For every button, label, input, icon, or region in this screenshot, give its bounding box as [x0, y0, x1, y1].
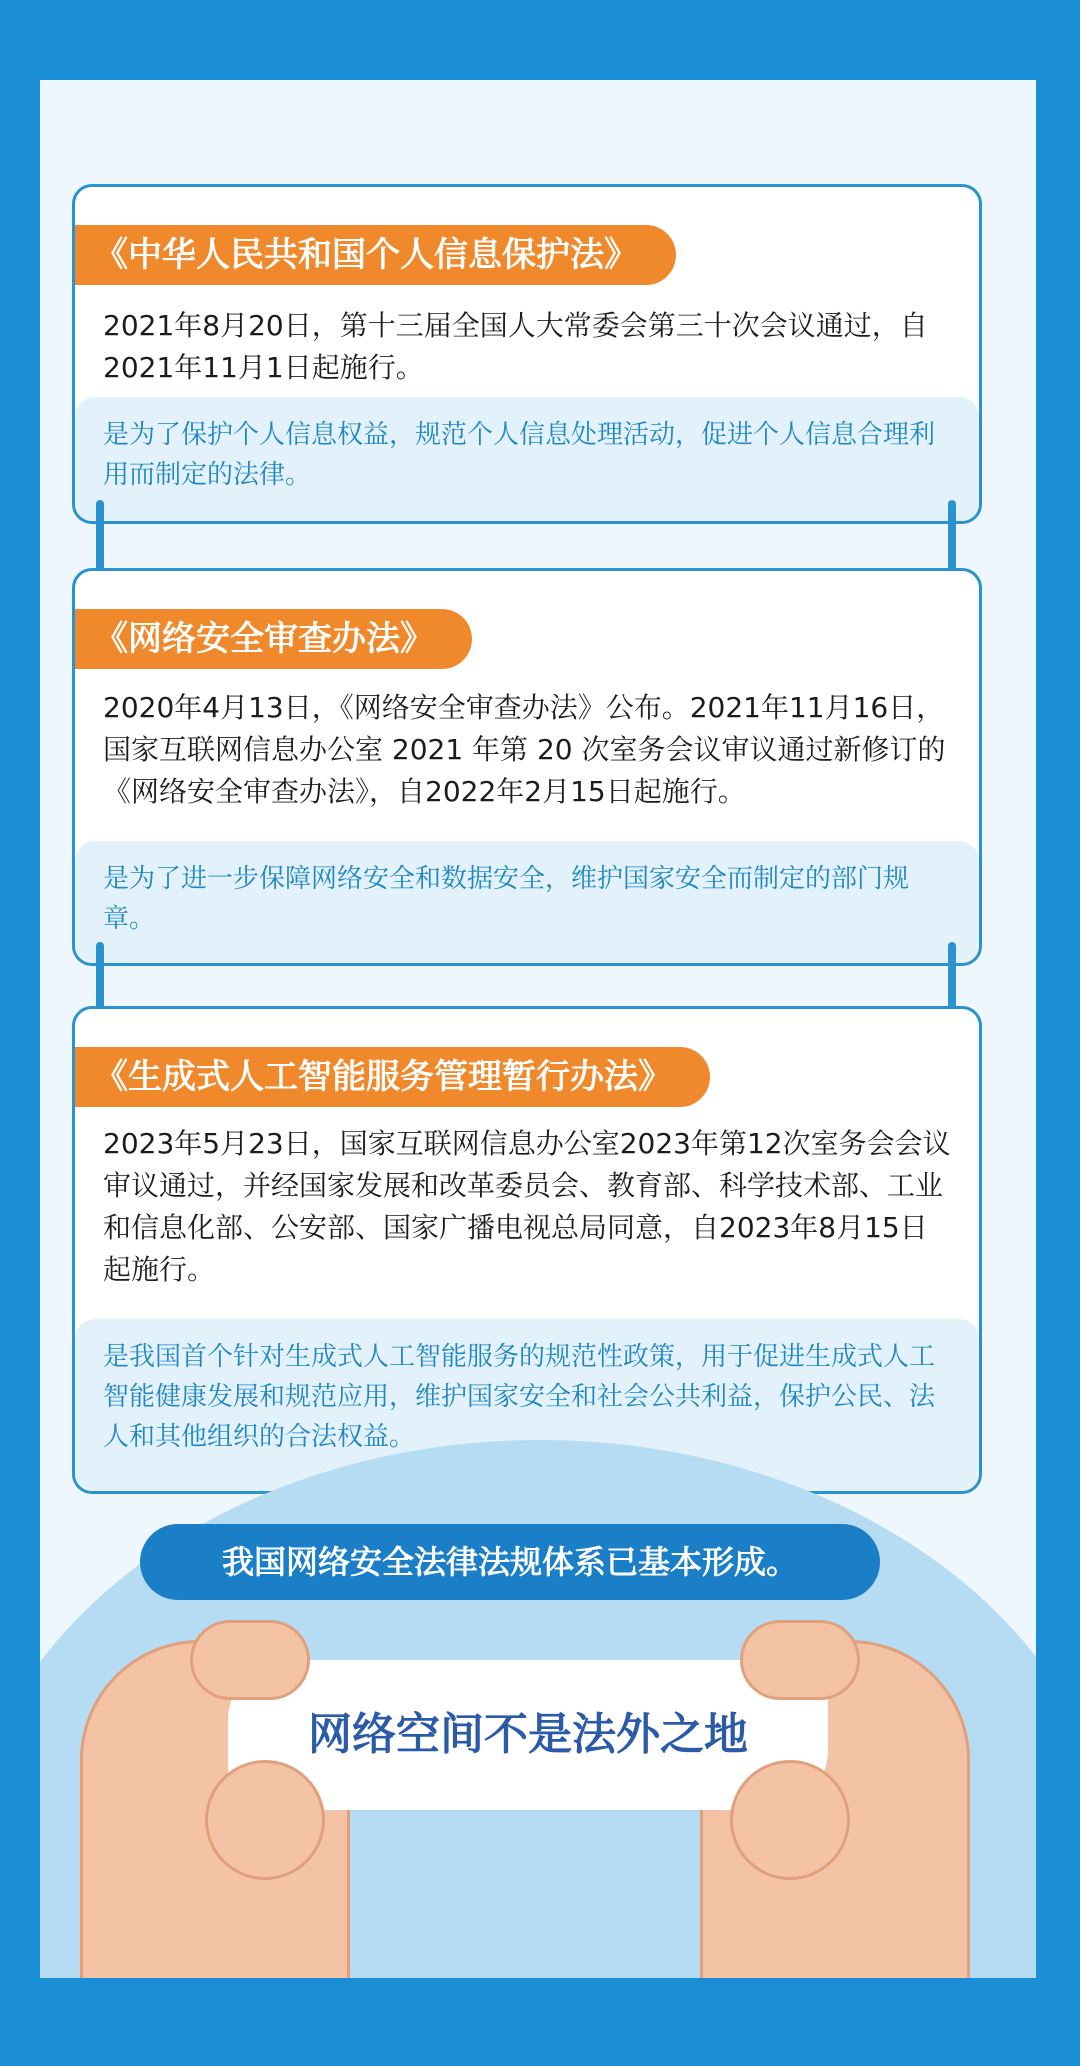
law-note: 是我国首个针对生成式人工智能服务的规范性政策，用于促进生成式人工智能健康发展和规范应用，维护国家安全和社会公共利益，保护公民、法人和其他组织的合法权益。 — [103, 1342, 936, 1452]
law-note: 是为了保护个人信息权益，规范个人信息处理活动，促进个人信息合理利用而制定的法律。 — [103, 420, 936, 490]
left-finger — [205, 1760, 325, 1880]
law-description: 2021年8月20日，第十三届全国人大常委会第三十次会议通过，自2021年11月1日起施行。 — [103, 309, 928, 384]
law-card-network-security-review — [72, 568, 982, 966]
right-finger — [730, 1760, 850, 1880]
law-card-personal-info — [72, 184, 982, 524]
law-note: 是为了进一步保障网络安全和数据安全，维护国家安全而制定的部门规章。 — [103, 864, 910, 934]
law-title: 《中华人民共和国个人信息保护法》 — [72, 225, 676, 285]
law-note-box — [75, 397, 979, 521]
sign-text: 网络空间不是法外之地 — [308, 1709, 748, 1760]
law-description: 2023年5月23日，国家互联网信息办公室2023年第12次室务会会议审议通过，并经国家发展和改革委员会、教育部、科学技术部、工业和信息化部、公安部、国家广播电视总局同意，自2023年8月15日起施行。 — [103, 1127, 951, 1286]
left-thumb — [190, 1620, 310, 1700]
law-title: 《生成式人工智能服务管理暂行办法》 — [72, 1047, 710, 1107]
law-title: 《网络安全审查办法》 — [72, 609, 472, 669]
law-description: 2020年4月13日，《网络安全审查办法》公布。2021年11月16日，国家互联网信息办公室 2021 年第 20 次室务会议审议通过新修订的《网络安全审查办法》，自2022年2月15日起施行。 — [103, 691, 946, 808]
right-thumb — [740, 1620, 860, 1700]
law-card-generative-ai — [72, 1006, 982, 1494]
summary-banner: 我国网络安全法律法规体系已基本形成。 — [140, 1524, 880, 1600]
law-note-box — [75, 841, 979, 963]
content-panel — [40, 80, 1036, 1978]
